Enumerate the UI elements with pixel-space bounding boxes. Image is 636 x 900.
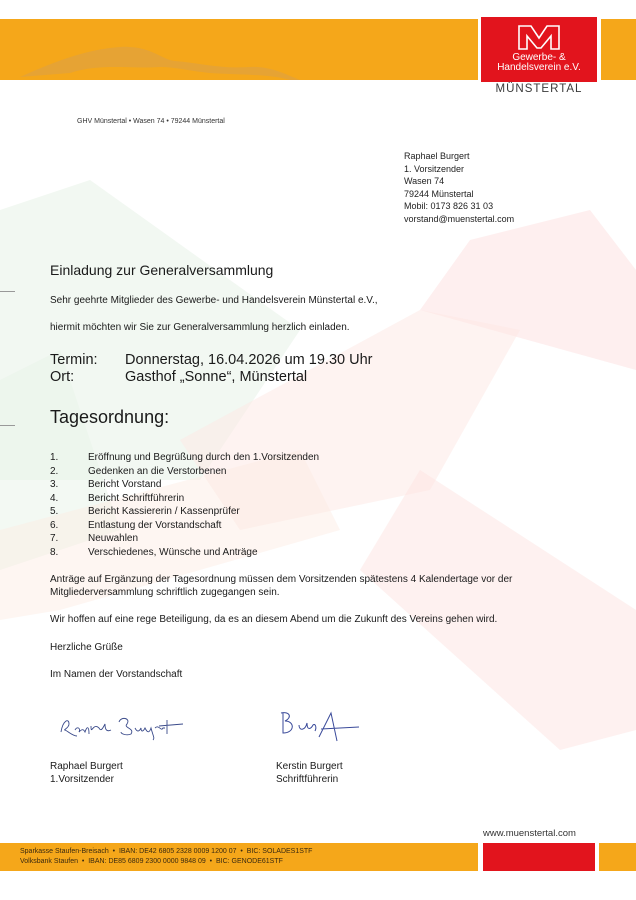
bank-volksbank: Volksbank Staufen • IBAN: DE85 6809 2300 0000 9848 09 • BIC: GENODE61STF [20,857,283,865]
agenda-text: Bericht Vorstand [88,479,162,490]
contact-block [404,150,514,225]
closing: Herzliche Grüße [50,642,123,653]
deadline-paragraph [50,573,610,599]
termin-row [50,352,372,369]
agenda-number: 6. [50,519,59,531]
agenda-text: Verschiedenes, Wünsche und Anträge [88,546,258,558]
agenda-number: 3. [50,479,59,490]
punch-mark [0,425,15,426]
signature-kerstin [275,707,360,747]
sender-return-address: GHV Münstertal • Wasen 74 • 79244 Münstertal [77,118,225,125]
logo-city: MÜNSTERTAL [495,83,583,95]
agenda-item [50,492,319,506]
agenda-item [50,505,319,519]
agenda-item [50,451,319,465]
termin-value: Donnerstag, 16.04.2026 um 19.30 Uhr [125,352,373,368]
agenda-item [50,532,319,546]
agenda-number: 7. [50,533,59,544]
termin-label: Termin: [50,352,98,368]
agenda-item [50,546,319,560]
agenda-text: Bericht Kassiererin / Kassenprüfer [88,506,240,517]
bank-sparkasse: Sparkasse Staufen-Breisach • IBAN: DE42 6805 2328 0009 1200 07 • BIC: SOLADES1STF [20,848,313,855]
agenda-item [50,519,319,533]
agenda-number: 4. [50,492,59,504]
mountain-silhouette-icon [0,19,300,80]
agenda-text: Gedenken an die Verstorbenen [88,465,227,477]
website-link[interactable]: www.muenstertal.com [483,828,576,839]
logo-text-line1: Gewerbe- & [512,52,566,63]
agenda-item [50,478,319,492]
agenda-item [50,465,319,479]
contact-city: 79244 Münstertal [404,188,474,199]
agenda-number: 5. [50,506,59,517]
contact-role: 1. Vorsitzender [404,163,465,174]
agenda-number: 8. [50,546,59,558]
contact-email[interactable]: vorstand@muenstertal.com [404,213,515,224]
logo-text-line2: Handelsverein e.V. [497,62,581,73]
deadline-line2: Mitgliederversammlung schriftlich zugegangen sein. [50,587,280,598]
signer-1 [50,760,123,786]
closing-on-behalf: Im Namen der Vorstandschaft [50,669,183,680]
signer-role: Schriftführerin [276,774,339,785]
agenda-title: Tagesordnung: [50,407,170,427]
salutation: Sehr geehrte Mitglieder des Gewerbe- und Handelsverein Münstertal e.V., [50,295,378,306]
ort-label: Ort: [50,369,75,385]
signature-raphael [55,710,185,742]
logo-text [481,53,597,73]
agenda-number: 1. [50,452,59,463]
letter-title: Einladung zur Generalversammlung [50,262,274,278]
agenda-list [50,451,319,559]
header-band-right [601,19,636,80]
ort-value: Gasthof „Sonne“, Münstertal [125,369,308,385]
agenda-text: Eröffnung und Begrüßung durch den 1.Vorsitzenden [88,452,320,463]
agenda-text: Bericht Schriftführerin [88,492,185,504]
signer-name: Raphael Burgert [50,761,123,772]
footer-red-block [483,843,595,871]
signer-role: 1.Vorsitzender [50,774,114,785]
participation-paragraph: Wir hoffen auf eine rege Beteiligung, da es an diesem Abend um die Zukunft des Vereins gehen wird. [50,614,498,625]
contact-name: Raphael Burgert [404,151,470,161]
agenda-text: Neuwahlen [88,533,139,544]
signer-name: Kerstin Burgert [276,761,343,772]
footer-band-right [599,843,636,871]
agenda-text: Entlastung der Vorstandschaft [88,519,222,531]
ort-row [50,369,307,386]
deadline-line1: Anträge auf Ergänzung der Tagesordnung müssen dem Vorsitzenden spätestens 4 Kalendertage vor der [50,574,513,585]
fold-mark [0,291,15,292]
bank-details [20,847,312,866]
contact-street: Wasen 74 [404,176,445,186]
intro-text: hiermit möchten wir Sie zur Generalversammlung herzlich einladen. [50,322,350,333]
contact-mobile: Mobil: 0173 826 31 03 [404,201,494,211]
agenda-number: 2. [50,465,59,477]
signer-2 [276,760,343,786]
logo-m-icon [517,24,561,51]
